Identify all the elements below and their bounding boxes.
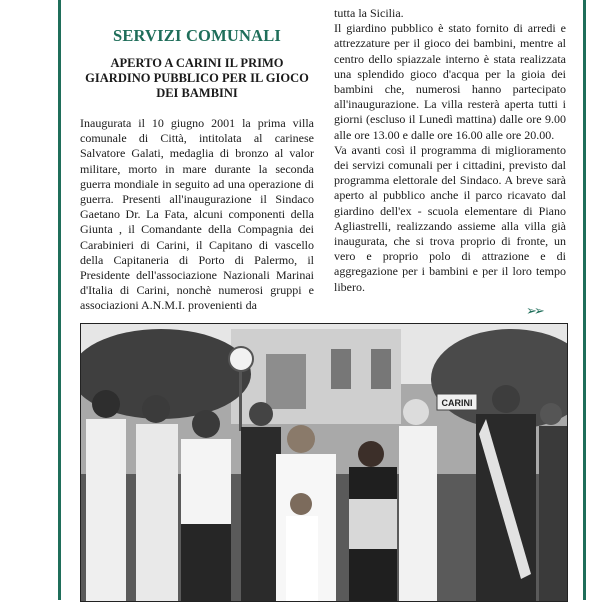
right-paragraph-1: tutta la Sicilia. [334, 6, 404, 20]
photo-illustration [81, 324, 567, 601]
right-paragraph-2: Il giardino pubblico è stato fornito di arredi e attrezzature per il gioco dei bambini, mentre al centro dello spiazzale interno è stata realizzata una splendido gioco d'acqua per la gioia dei bambini che, numerosi hanno partecipato all'inaugurazione. La villa resterà aperta tutti i giorni (escluso il Lunedì mattina) dalle ore 9.00 alle ore 13.00 e dalle ore 16.00 alle ore 20.00. [334, 21, 566, 142]
carini-sign-text: CARINI [441, 398, 473, 408]
building-window [331, 349, 351, 389]
continue-arrow-icon: ➢➢ [526, 303, 542, 318]
page-frame-left [58, 0, 61, 600]
inauguration-photo [80, 323, 568, 602]
building-door [266, 354, 306, 409]
right-paragraph-3: Va avanti così il programma di miglioramento dei servizi comunali per i cittadini, previsto dal programma elettorale del Sindaco. A breve sarà aperto al pubblico anche il parco ricavato dal giardino dell'ex - scuola elementare di Piano Agliastrelli, realizzando assieme alla villa già inaugurata, che si trova proprio di fronte, un vero e proprio polo di attrazione e di aggregazione per i bambini e per il loro tempo libero. [334, 142, 566, 294]
section-title: SERVIZI COMUNALI [112, 26, 282, 45]
sign-pole [239, 371, 242, 431]
building-window [371, 349, 391, 389]
article-headline: APERTO A CARINI IL PRIMO GIARDINO PUBBLICO PER IL GIOCO DEI BAMBINI [85, 56, 309, 100]
road-sign-icon [229, 347, 253, 371]
left-paragraph: Inaugurata il 10 giugno 2001 la prima villa comunale di Città, intitolata al carinese Salvatore Galati, medaglia di bronzo al valor militare, morto in mare durante la seconda guerra mondiale in seguito ad una operazione di guerra. Presenti all'inaugurazione il Sindaco Gaetano Dr. La Fata, alcuni componenti della Giunta , il Comandante della Compagnia dei Carabinieri di Carini, il Capitano di vascello della Capitaneria di Porto di Palermo, il Presidente dell'associazione Nazionali Marinai d'Italia di Carini, nonchè numerosi gruppi e associazioni A.N.M.I. provenienti da [80, 116, 314, 313]
left-body-text [80, 116, 314, 314]
page-frame-right [583, 0, 586, 600]
right-body-text [334, 6, 566, 295]
